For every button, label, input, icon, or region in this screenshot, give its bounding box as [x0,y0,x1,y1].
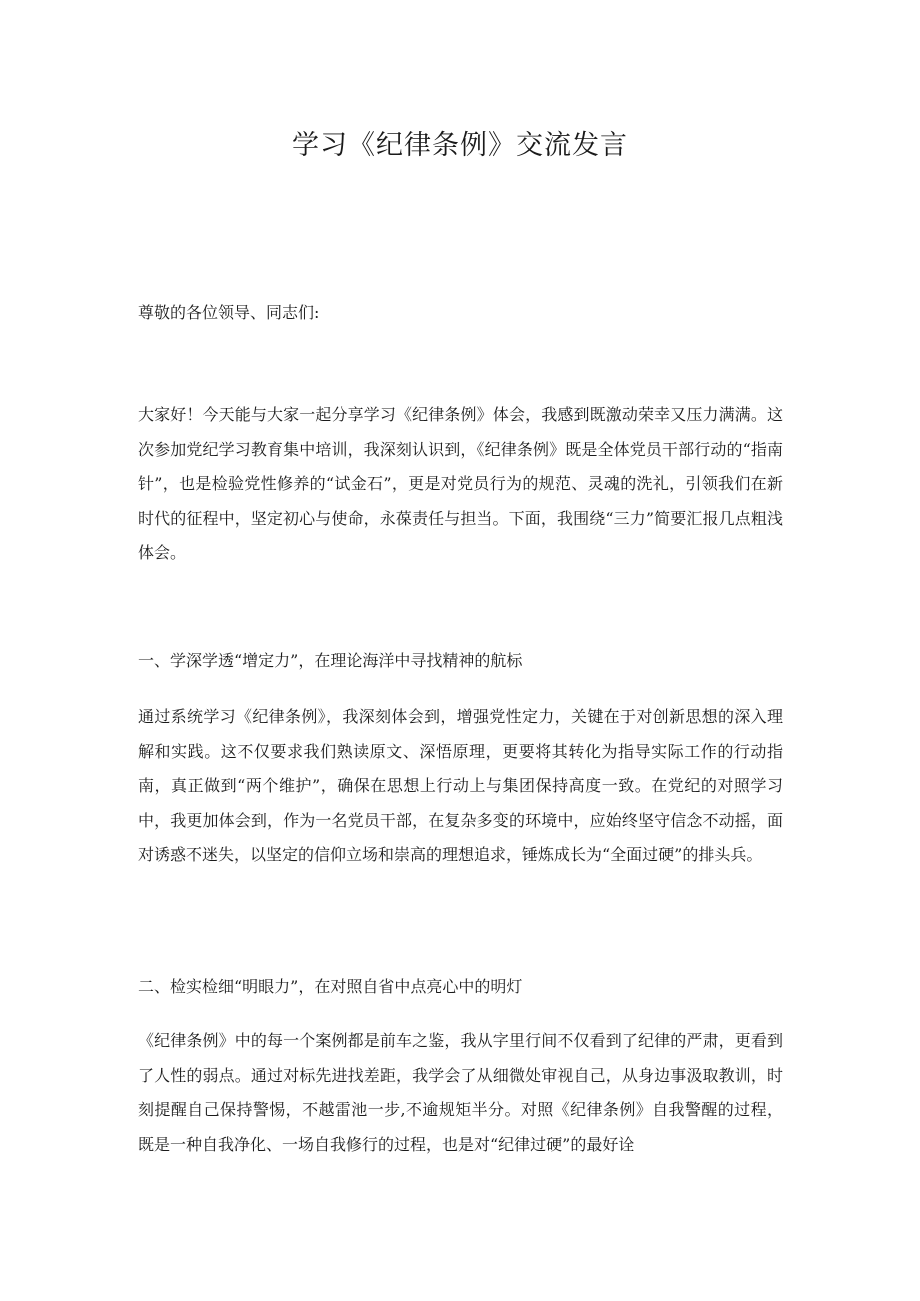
salutation: 尊敬的各位领导、同志们: [138,303,320,322]
document-title: 学习《纪律条例》交流发言 [292,130,628,161]
section-body-1: 通过系统学习《纪律条例》，我深刻体会到，增强党性定力，关键在于对创新思想的深入理解和实践。这不仅要求我们熟读原文、深悟原理，更要将其转化为指导实际工作的行动指南，真正做到“两个维护”，确保在思想上行动上与集团保持高度一致。在党纪的对照学习中，我更加体会到，作为一名党员干部，在复杂多变的环境中，应始终坚守信念不动摇，面对诱惑不迷失，以坚定的信仰立场和崇高的理想追求，锤炼成长为“全面过硬”的排头兵。 [138,707,783,865]
intro-paragraph: 大家好！今天能与大家一起分享学习《纪律条例》体会，我感到既激动荣幸又压力满满。这次参加党纪学习教育集中培训，我深刻认识到，《纪律条例》既是全体党员干部行动的“指南针”，也是检验党性修养的“试金石”，更是对党员行为的规范、灵魂的洗礼，引领我们在新时代的征程中，坚定初心与使命，永葆责任与担当。下面，我围绕“三力”简要汇报几点粗浅体会。 [138,405,783,563]
section-heading-2: 二、检实检细“明眼力”，在对照自省中点亮心中的明灯 [138,977,523,996]
section-heading-1: 一、学深学透“增定力”，在理论海洋中寻找精神的航标 [138,651,523,670]
section-body-2: 《纪律条例》中的每一个案例都是前车之鉴，我从字里行间不仅看到了纪律的严肃，更看到了人性的弱点。通过对标先进找差距，我学会了从细微处审视自己，从身边事汲取教训，时刻提醒自己保持警惕，不越雷池一步,不逾规矩半分。对照《纪律条例》自我警醒的过程，既是一种自我净化、一场自我修行的过程，也是对“纪律过硬”的最好诠 [138,1031,783,1154]
